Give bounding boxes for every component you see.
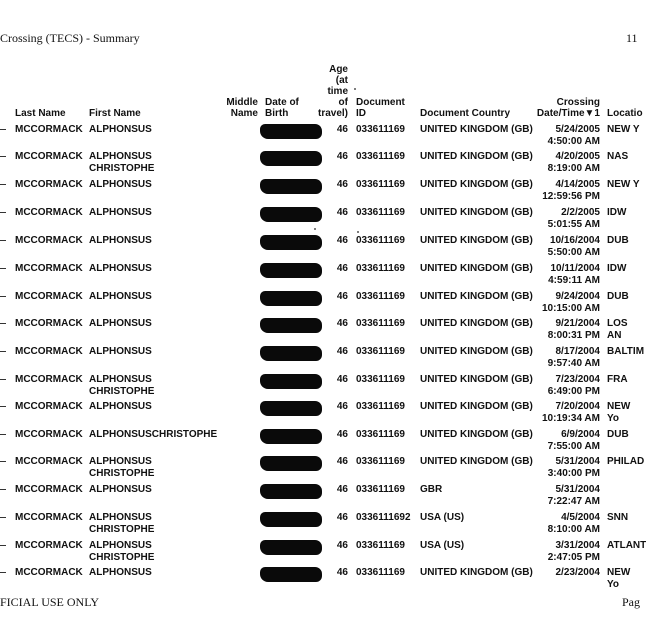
redacted-date-of-birth: [260, 346, 322, 361]
cell-crossing-date-time: 4/20/2005 8:19:00 AM: [547, 151, 600, 174]
col-crossing-date-time[interactable]: Crossing Date/Time▼1: [536, 97, 600, 119]
row-marker: [0, 545, 6, 546]
row-marker: [0, 461, 6, 462]
cell-document-id: 033611169: [356, 567, 405, 578]
redacted-date-of-birth: [260, 484, 322, 499]
cell-document-id: 033611169: [356, 235, 405, 246]
cell-document-country: UNITED KINGDOM (GB): [420, 567, 533, 578]
cell-last-name: MCCORMACK: [15, 151, 83, 162]
table-row[interactable]: [0, 235, 640, 263]
cell-first-name: ALPHONSUS: [89, 124, 152, 135]
table-row[interactable]: [0, 512, 640, 540]
cell-crossing-date-time: 6/9/2004 7:55:00 AM: [547, 429, 600, 452]
cell-first-name: ALPHONSUS: [89, 291, 152, 302]
row-marker: [0, 379, 6, 380]
row-marker: [0, 434, 6, 435]
cell-document-country: UNITED KINGDOM (GB): [420, 124, 533, 135]
table-row[interactable]: [0, 318, 640, 346]
cell-first-name: ALPHONSUS CHRISTOPHE: [89, 512, 155, 535]
cell-location: DUB: [607, 429, 629, 440]
col-document-id[interactable]: Document ID: [356, 97, 405, 119]
cell-document-id: 033611169: [356, 124, 405, 135]
table-row[interactable]: [0, 346, 645, 374]
row-marker: [0, 184, 6, 185]
cell-first-name: ALPHONSUS: [89, 484, 152, 495]
redacted-date-of-birth: [260, 318, 322, 333]
cell-crossing-date-time: 4/5/2004 8:10:00 AM: [547, 512, 600, 535]
table-row[interactable]: [0, 401, 640, 429]
row-marker: [0, 572, 6, 573]
cell-document-country: UNITED KINGDOM (GB): [420, 429, 533, 440]
cell-last-name: MCCORMACK: [15, 263, 83, 274]
cell-age: 46: [336, 374, 348, 385]
cell-document-country: UNITED KINGDOM (GB): [420, 291, 533, 302]
cell-document-country: UNITED KINGDOM (GB): [420, 235, 533, 246]
redacted-date-of-birth: [260, 567, 322, 582]
cell-first-name: ALPHONSUS: [89, 179, 152, 190]
row-marker: [0, 129, 6, 130]
cell-location: NAS: [607, 151, 629, 162]
cell-age: 46: [336, 263, 348, 274]
cell-first-name: ALPHONSUS CHRISTOPHE: [89, 151, 155, 174]
cell-last-name: MCCORMACK: [15, 318, 83, 329]
redacted-date-of-birth: [260, 291, 322, 306]
cell-location: NEW Yo: [607, 401, 631, 424]
cell-document-id: 033611169: [356, 374, 405, 385]
col-middle-name[interactable]: Middle Name: [226, 97, 258, 119]
cell-crossing-date-time: 9/21/2004 8:00:31 PM: [547, 318, 600, 341]
table-row[interactable]: [0, 567, 640, 595]
page-number-fragment: 11: [626, 31, 638, 45]
cell-age: 46: [336, 401, 348, 412]
table-row[interactable]: [0, 263, 640, 291]
cell-document-country: UNITED KINGDOM (GB): [420, 318, 533, 329]
cell-document-id: 033611169: [356, 401, 405, 412]
cell-document-id: 033611169: [356, 179, 405, 190]
cell-document-country: UNITED KINGDOM (GB): [420, 263, 533, 274]
cell-crossing-date-time: 7/23/2004 6:49:00 PM: [547, 374, 600, 397]
cell-last-name: MCCORMACK: [15, 567, 83, 578]
redacted-date-of-birth: [260, 456, 322, 471]
row-marker: [0, 212, 6, 213]
cell-first-name: ALPHONSUS CHRISTOPHE: [89, 540, 155, 563]
cell-first-name: ALPHONSUS: [89, 235, 152, 246]
cell-age: 46: [336, 346, 348, 357]
cell-location: PHILAD: [607, 456, 645, 467]
cell-last-name: MCCORMACK: [15, 401, 83, 412]
cell-document-country: UNITED KINGDOM (GB): [420, 151, 533, 162]
redacted-date-of-birth: [260, 512, 322, 527]
table-row[interactable]: [0, 540, 646, 568]
cell-crossing-date-time: 5/31/2004 7:22:47 AM: [547, 484, 600, 507]
cell-location: ATLANT: [607, 540, 646, 551]
cell-last-name: MCCORMACK: [15, 429, 83, 440]
row-marker: [0, 517, 6, 518]
cell-document-country: USA (US): [420, 512, 465, 523]
cell-last-name: MCCORMACK: [15, 291, 83, 302]
cell-crossing-date-time: 5/31/2004 3:40:00 PM: [547, 456, 600, 479]
report-title: Crossing (TECS) - Summary: [0, 31, 140, 45]
cell-document-id: 033611169: [356, 484, 405, 495]
cell-location: LOS AN: [607, 318, 628, 341]
cell-last-name: MCCORMACK: [15, 512, 83, 523]
col-date-of-birth[interactable]: Date of Birth: [265, 97, 299, 119]
cell-first-name: ALPHONSUS: [89, 207, 152, 218]
cell-first-name: ALPHONSUS: [89, 401, 152, 412]
cell-location: IDW: [607, 207, 627, 218]
cell-document-country: GBR: [420, 484, 443, 495]
redacted-date-of-birth: [260, 540, 322, 555]
cell-first-name: ALPHONSUS: [89, 263, 152, 274]
scan-speck: [314, 228, 316, 230]
cell-crossing-date-time: 9/24/2004 10:15:00 AM: [542, 291, 600, 314]
cell-crossing-date-time: 3/31/2004 2:47:05 PM: [547, 540, 600, 563]
cell-age: 46: [336, 456, 348, 467]
cell-age: 46: [336, 567, 348, 578]
cell-location: NEW Y: [607, 179, 640, 190]
cell-crossing-date-time: 2/2/2005 5:01:55 AM: [547, 207, 600, 230]
table-row[interactable]: [0, 456, 645, 484]
cell-location: NEW Yo: [607, 567, 631, 590]
table-row[interactable]: [0, 179, 640, 207]
cell-age: 46: [336, 512, 348, 523]
row-marker: [0, 296, 6, 297]
cell-location: SNN: [607, 512, 629, 523]
cell-last-name: MCCORMACK: [15, 374, 83, 385]
cell-crossing-date-time: 8/17/2004 9:57:40 AM: [547, 346, 600, 369]
redacted-date-of-birth: [260, 374, 322, 389]
cell-age: 46: [336, 124, 348, 135]
col-location[interactable]: Locatio: [607, 108, 643, 119]
row-marker: [0, 351, 6, 352]
cell-document-country: UNITED KINGDOM (GB): [420, 374, 533, 385]
table-row[interactable]: [0, 374, 640, 402]
cell-document-country: USA (US): [420, 540, 465, 551]
cell-document-id: 033611169: [356, 151, 405, 162]
cell-document-id: 033611169: [356, 346, 405, 357]
cell-document-country: UNITED KINGDOM (GB): [420, 346, 533, 357]
cell-first-name: ALPHONSUS: [89, 318, 152, 329]
redacted-date-of-birth: [260, 124, 322, 139]
col-document-country[interactable]: Document Country: [420, 108, 510, 119]
table-row[interactable]: [0, 291, 640, 319]
cell-age: 46: [336, 429, 348, 440]
col-first-name[interactable]: First Name: [89, 108, 141, 119]
table-row[interactable]: [0, 484, 640, 512]
cell-last-name: MCCORMACK: [15, 540, 83, 551]
col-age[interactable]: Age (at time of travel): [317, 64, 348, 119]
row-marker: [0, 406, 6, 407]
cell-location: IDW: [607, 263, 627, 274]
cell-location: DUB: [607, 291, 629, 302]
cell-last-name: MCCORMACK: [15, 179, 83, 190]
cell-crossing-date-time: 10/11/2004 4:59:11 AM: [548, 263, 600, 286]
scan-speck: [357, 231, 359, 233]
cell-last-name: MCCORMACK: [15, 456, 83, 467]
row-marker: [0, 268, 6, 269]
redacted-date-of-birth: [260, 235, 322, 250]
cell-document-id: 0336111692: [356, 512, 411, 523]
classification-footer: FICIAL USE ONLY: [0, 595, 100, 609]
cell-crossing-date-time: 4/14/2005 12:59:56 PM: [542, 179, 600, 202]
redacted-date-of-birth: [260, 401, 322, 416]
redacted-date-of-birth: [260, 179, 322, 194]
cell-document-country: UNITED KINGDOM (GB): [420, 179, 533, 190]
cell-crossing-date-time: 7/20/2004 10:19:34 AM: [542, 401, 600, 424]
row-marker: [0, 489, 6, 490]
cell-document-id: 033611169: [356, 263, 405, 274]
table-row[interactable]: [0, 429, 640, 457]
table-row[interactable]: [0, 151, 640, 179]
table-row[interactable]: [0, 124, 640, 152]
cell-first-name: ALPHONSUS CHRISTOPHE: [89, 374, 155, 397]
cell-document-id: 033611169: [356, 429, 405, 440]
redacted-date-of-birth: [260, 263, 322, 278]
row-marker: [0, 156, 6, 157]
cell-first-name: ALPHONSUS CHRISTOPHE: [89, 456, 155, 479]
redacted-date-of-birth: [260, 207, 322, 222]
redacted-date-of-birth: [260, 151, 322, 166]
cell-age: 46: [336, 151, 348, 162]
cell-last-name: MCCORMACK: [15, 207, 83, 218]
cell-last-name: MCCORMACK: [15, 346, 83, 357]
cell-age: 46: [336, 235, 348, 246]
cell-location: FRA: [607, 374, 628, 385]
cell-age: 46: [336, 291, 348, 302]
cell-document-id: 033611169: [356, 318, 405, 329]
cell-location: BALTIM: [607, 346, 645, 357]
row-marker: [0, 323, 6, 324]
cell-crossing-date-time: 10/16/2004 5:50:00 AM: [547, 235, 600, 258]
table-row[interactable]: [0, 207, 640, 235]
cell-document-id: 033611169: [356, 291, 405, 302]
row-marker: [0, 240, 6, 241]
cell-document-country: UNITED KINGDOM (GB): [420, 456, 533, 467]
cell-last-name: MCCORMACK: [15, 124, 83, 135]
cell-document-country: UNITED KINGDOM (GB): [420, 401, 533, 412]
cell-location: DUB: [607, 235, 629, 246]
cell-last-name: MCCORMACK: [15, 484, 83, 495]
cell-first-name: ALPHONSUS: [89, 567, 152, 578]
cell-age: 46: [336, 179, 348, 190]
cell-age: 46: [336, 484, 348, 495]
cell-document-id: 033611169: [356, 456, 405, 467]
cell-age: 46: [336, 540, 348, 551]
scan-speck: [354, 88, 356, 90]
redacted-date-of-birth: [260, 429, 322, 444]
cell-first-name: ALPHONSUSCHRISTOPHE: [89, 429, 218, 440]
cell-crossing-date-time: 2/23/2004: [555, 567, 600, 578]
cell-location: NEW Y: [607, 124, 640, 135]
cell-first-name: ALPHONSUS: [89, 346, 152, 357]
col-last-name[interactable]: Last Name: [15, 108, 66, 119]
cell-age: 46: [336, 207, 348, 218]
cell-document-id: 033611169: [356, 540, 405, 551]
cell-crossing-date-time: 5/24/2005 4:50:00 AM: [547, 124, 600, 147]
cell-document-country: UNITED KINGDOM (GB): [420, 207, 533, 218]
cell-age: 46: [336, 318, 348, 329]
cell-last-name: MCCORMACK: [15, 235, 83, 246]
cell-document-id: 033611169: [356, 207, 405, 218]
page-label-fragment: Pag: [622, 595, 640, 609]
